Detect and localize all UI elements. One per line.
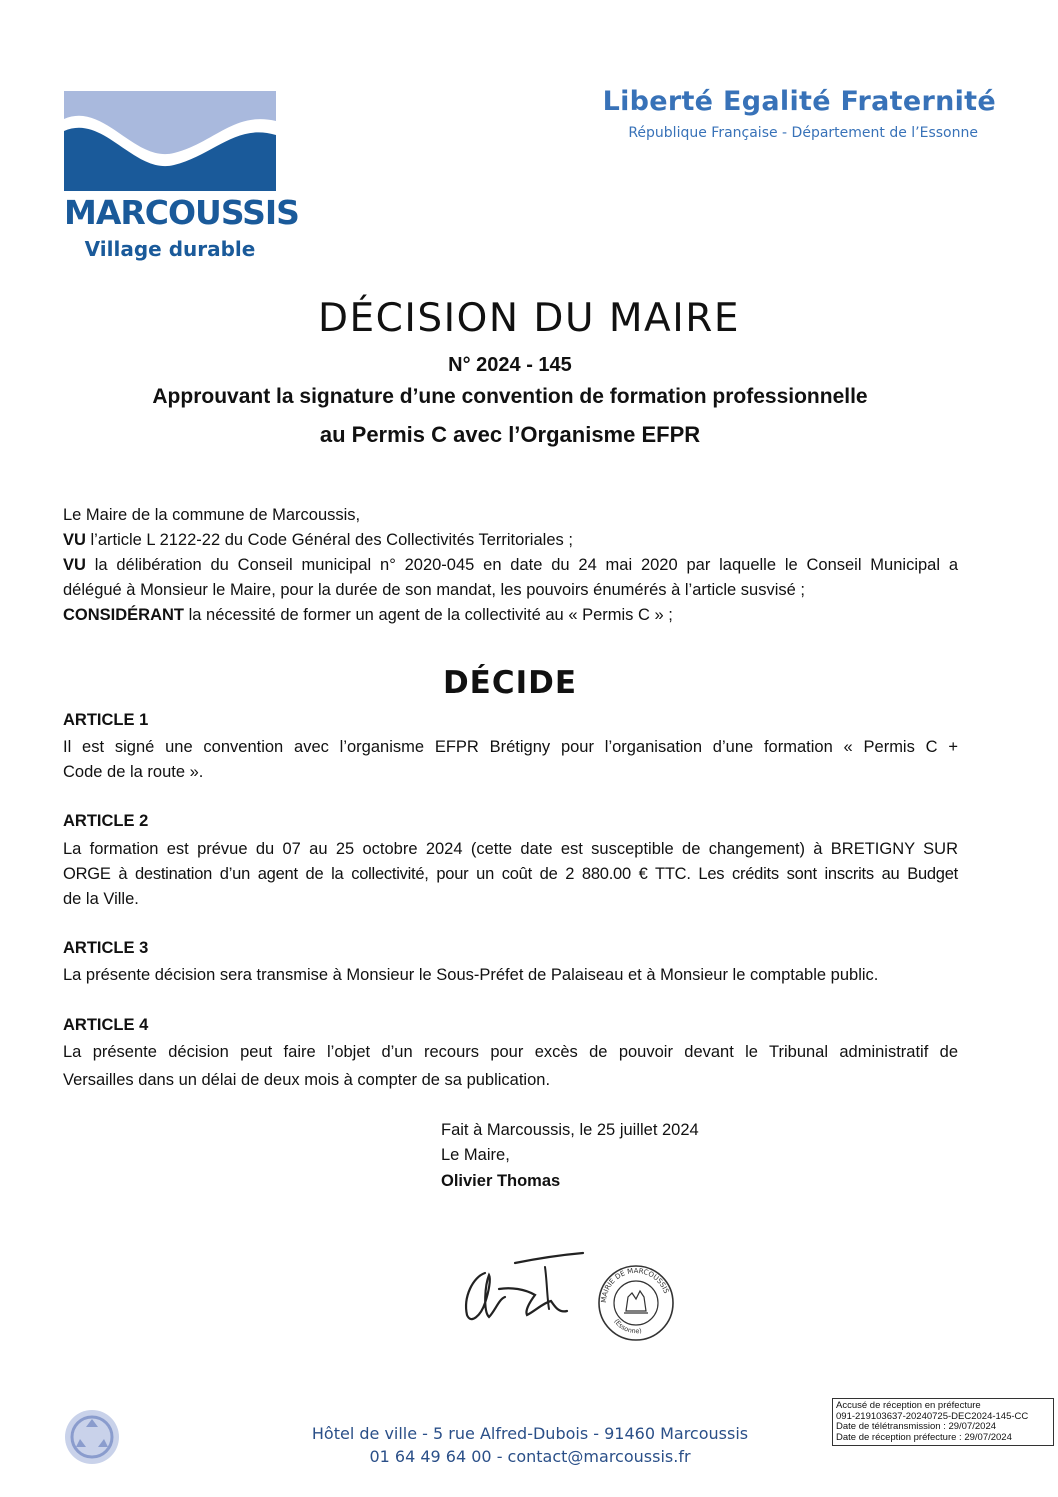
prefecture-receipt-box: [832, 1398, 1054, 1446]
preamble-vu-2: [63, 553, 958, 578]
article-2-line-3: de la Ville.: [63, 890, 139, 908]
decision-subtitle-line-2: au Permis C avec l’Organisme EFPR: [319, 422, 701, 447]
footer-address: Hôtel de ville - 5 rue Alfred-Dubois - 91460 Marcoussis: [311, 1424, 749, 1443]
article-3-line-1: La présente décision sera transmise à Monsieur le Sous-Préfet de Palaiseau et à Monsieur le comptable public.: [63, 966, 879, 984]
preamble-vu-2-continued: délégué à Monsieur le Maire, pour la durée de son mandat, les pouvoirs énumérés à l’article susvisé ;: [63, 581, 805, 599]
decide-heading: DÉCIDE: [442, 665, 578, 701]
republic-department-line: République Française - Département de l’Essonne: [628, 125, 978, 141]
decision-number: N° 2024 - 145: [448, 354, 572, 376]
signature-role: Le Maire,: [441, 1146, 510, 1164]
signatory-name: Olivier Thomas: [441, 1172, 561, 1190]
handwritten-signature: [455, 1245, 600, 1335]
decision-subtitle-line-1: Approuvant la signature d’une convention de formation professionnelle: [152, 385, 868, 408]
receipt-reception-date: Date de réception préfecture : 29/07/2024: [836, 1431, 1012, 1443]
preamble-considerant: [63, 603, 958, 628]
footer-contact: 01 64 49 64 00 - contact@marcoussis.fr: [369, 1447, 691, 1466]
republic-motto: Liberté Egalité Fraternité: [602, 86, 996, 117]
article-4-line-1: La présente décision peut faire l’objet d’un recours pour excès de pouvoir devant le Tribunal administratif de: [63, 1043, 958, 1061]
article-1-heading: ARTICLE 1: [63, 711, 149, 729]
article-3-heading: ARTICLE 3: [63, 939, 149, 957]
signature-place-date: Fait à Marcoussis, le 25 juillet 2024: [441, 1121, 699, 1139]
preamble-intro: Le Maire de la commune de Marcoussis,: [63, 506, 361, 524]
considerant-label: CONSIDÉRANT: [63, 606, 185, 624]
marcoussis-logo: [64, 91, 276, 191]
svg-text:(Essonne): (Essonne): [612, 1317, 643, 1336]
vu-text: la délibération du Conseil municipal n° 2020-045 en date du 24 mai 2020 par laquelle le Conseil Municipal a: [85, 556, 958, 574]
article-2-heading: ARTICLE 2: [63, 812, 149, 830]
receipt-reference: 091-219103637-20240725-DEC2024-145-CC: [836, 1410, 1029, 1422]
mairie-seal-stamp: [596, 1263, 676, 1343]
document-title: DÉCISION DU MAIRE: [318, 296, 740, 341]
article-4-line-2: Versailles dans un délai de deux mois à compter de sa publication.: [63, 1071, 551, 1089]
preamble-vu-1: [63, 528, 958, 553]
logo-name: MARCOUSSIS: [64, 193, 299, 232]
article-1-line-1: Il est signé une convention avec l’organisme EFPR Brétigny pour l’organisation d’une formation « Permis C +: [63, 738, 958, 756]
logo-tagline: Village durable: [84, 237, 256, 261]
receipt-title: Accusé de réception en préfecture: [836, 1400, 981, 1411]
article-4-heading: ARTICLE 4: [63, 1016, 149, 1034]
svg-text:MAIRIE DE MARCOUSSIS: MAIRIE DE MARCOUSSIS: [599, 1266, 671, 1304]
article-2-line-2: ORGE à destination d’un agent de la collectivité, pour un coût de 2 880.00 € TTC. Les crédits sont inscrits au Budget: [63, 865, 958, 883]
receipt-transmission-date: Date de télétransmission : 29/07/2024: [836, 1421, 997, 1432]
article-1-line-2: Code de la route ».: [63, 763, 204, 781]
considerant-text: la nécessité de former un agent de la collectivité au « Permis C » ;: [184, 606, 673, 624]
vu-text: l’article L 2122-22 du Code Général des Collectivités Territoriales ;: [85, 531, 573, 549]
vu-label: VU: [63, 531, 86, 549]
vu-label: VU: [63, 556, 86, 574]
article-2-line-1: La formation est prévue du 07 au 25 octobre 2024 (cette date est susceptible de changement) à BRETIGNY SUR: [63, 840, 958, 858]
